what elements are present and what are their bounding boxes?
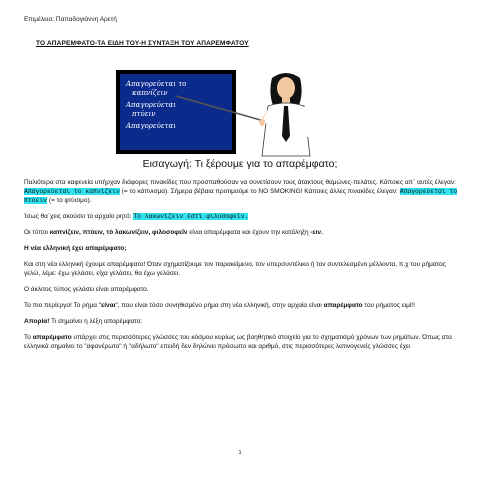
- paragraph-strange: [24, 301, 460, 310]
- paragraph-question: Η νέα ελληνική έχει απαρέμφατο;: [24, 245, 127, 252]
- section-heading: Εισαγωγή: Τι ξέρουμε για το απαρέμφατο;: [142, 158, 338, 170]
- bold-span: καπνίζειν, πτύειν, τὸ λακωνίζειν, φιλοσοφεῖν: [49, 229, 188, 236]
- text-span: (= το κάπνισμα). Σήμερα βέβαια προτιμούμε το NO SMOKING! Κάποιες άλλες πινακίδες έλεγαν:: [119, 188, 400, 195]
- editor-line: Επιμέλεια: Παπαδογιάννη Αρετή: [24, 16, 117, 23]
- text-span: (= το φτύσιμο).: [47, 197, 92, 204]
- text-span: Το: [24, 334, 33, 341]
- bold-span: Απορία!: [24, 318, 50, 325]
- paragraph-explanation: [24, 333, 460, 351]
- highlight-spitting: Απαγορεύεται το πτύειν: [24, 188, 458, 204]
- board-text-4: πτύειν: [132, 110, 156, 118]
- page-number: 1: [238, 450, 242, 456]
- bold-span: απαρέμφατο: [323, 302, 363, 309]
- text-span: του ρήματος ειμί!!: [362, 302, 415, 309]
- paragraph-modern: Και στη νέα ελληνική έχουμε απαρέμφατο! Όταν σχηματίζουμε τον παρακείμενο, τον υπερσυντέλικο ή τον συντελεσμένο μέλλοντα, π.χ του ρήματος γελώ, λέμε: έχω γελάσει, είχα γελάσει, θα έχω γελάσει.: [24, 261, 446, 277]
- bold-span: -ειν.: [310, 229, 323, 236]
- paragraph-meaning-question: [24, 317, 460, 326]
- paragraph-saying: [24, 212, 460, 221]
- paragraph-indeclinable: Ο άκλιτος τύπος γελάσει είναι απαρέμφατο.: [24, 286, 149, 293]
- text-span: Οι τύποι: [24, 229, 50, 236]
- text-span: Ίσως θα΄χεις ακούσει το αρχαίο ρητό:: [24, 213, 134, 220]
- text-span: Τι σημαίνει η λέξη απαρέμφατο;: [49, 318, 143, 325]
- text-span: υπάρχει στις περισσότερες γλώσσες του κόσμου κυρίως ως βοηθητικό στοιχείο για το σχηματισμό χρόνων των ρημάτων. Όπως στα ελληνικά σημαίνει το "αφανέρωτο" ή "αδήλωτο" επειδή δεν δηλώνει πρόσωπο και αριθμό, στις περισσότερες λατινογενείς γλώσσες έχει: [24, 334, 452, 350]
- teacher-board-illustration: [86, 66, 346, 160]
- document-title: ΤΟ ΑΠΑΡΕΜΦΑΤΟ-ΤΑ ΕΙΔΗ ΤΟΥ-Η ΣΥΝΤΑΞΗ ΤΟΥ ΑΠΑΡΕΜΦΑΤΟΥ: [36, 40, 249, 47]
- highlight-smoking: Απαγορεύεται το καπνίζειν: [24, 188, 120, 195]
- paragraph-forms: [24, 228, 460, 237]
- text-span: ", που είναι τόσο συνηθισμένο ρήμα στη νέα ελληνική, στην αρχαία είναι: [115, 302, 324, 309]
- paragraph-signs: [24, 178, 460, 205]
- board-text-2: καπνίζειν: [132, 89, 168, 97]
- bold-span: απαρέμφατο: [32, 334, 72, 341]
- bold-span: είναι: [101, 302, 116, 309]
- board-text-5: Απαγορεύεται: [126, 122, 177, 130]
- board-text-3: Απαγορεύεται: [126, 101, 177, 109]
- text-span: Το πιο περίεργο! Το ρήμα ": [24, 302, 102, 309]
- text-span: Παλιότερα στα καφενεία υπήρχαν διάφορες πινακίδες που προσπαθούσαν να συνετίσουν τους άτακτους θαμώνες-πελάτες. Κάποιες απ΄ αυτές έλεγαν:: [24, 179, 456, 186]
- board-text-1: Απαγορεύεται το: [126, 80, 187, 88]
- document-body: [24, 178, 460, 358]
- text-span: είναι απαρέμφατα και έχουν την κατάληξη: [187, 229, 311, 236]
- highlight-saying: Τὸ λακωνίζειν ἐστὶ φιλοσοφεῖν.: [133, 213, 249, 220]
